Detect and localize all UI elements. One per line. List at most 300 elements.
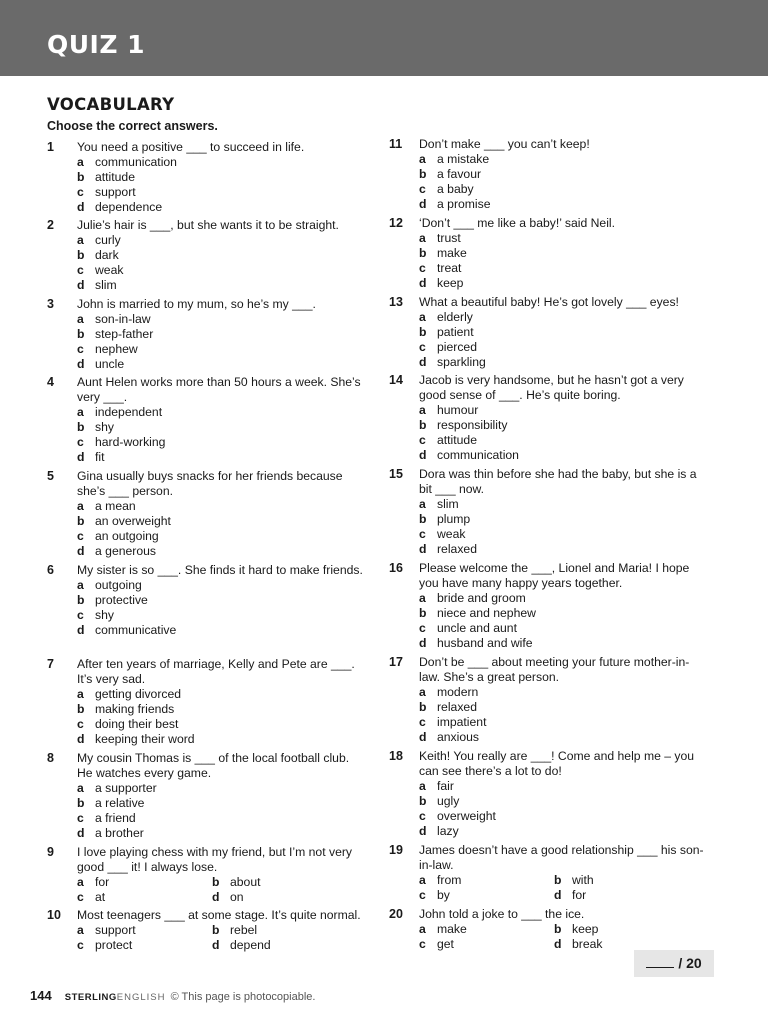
option-letter: b: [419, 606, 427, 620]
question-text: My cousin Thomas is ___ of the local football club. He watches every game.: [77, 751, 350, 780]
question-12: [389, 216, 709, 295]
option-text: getting divorced: [95, 687, 182, 701]
score-blank[interactable]: [646, 955, 674, 968]
answer-option[interactable]: [419, 824, 709, 839]
option-list: [77, 312, 367, 372]
answer-option[interactable]: [77, 155, 367, 170]
option-list: [419, 403, 709, 463]
question-number: 5: [47, 469, 54, 483]
answer-option[interactable]: [212, 875, 347, 890]
option-letter: b: [77, 170, 85, 184]
option-text: depend: [230, 938, 271, 952]
question-text: Aunt Helen works more than 50 hours a week. She’s very ___.: [77, 375, 361, 404]
option-list: [419, 779, 709, 839]
option-text: a baby: [437, 182, 474, 196]
answer-option[interactable]: [554, 888, 689, 903]
option-text: ugly: [437, 794, 460, 808]
quiz-title: QUIZ 1: [47, 30, 146, 59]
answer-option[interactable]: [77, 811, 367, 826]
score-box: [634, 950, 714, 977]
question-1: [47, 140, 367, 218]
option-letter: d: [419, 824, 427, 838]
question-10: [47, 908, 367, 956]
answer-option[interactable]: [77, 357, 367, 372]
answer-option[interactable]: [419, 527, 709, 542]
option-letter: b: [554, 873, 562, 887]
option-letter: a: [419, 497, 426, 511]
option-letter: d: [77, 623, 85, 637]
answer-option[interactable]: [77, 593, 367, 608]
option-text: for: [572, 888, 587, 902]
option-text: keep: [437, 276, 464, 290]
instruction-text: Choose the correct answers.: [47, 119, 218, 133]
question-number: 18: [389, 749, 403, 763]
option-text: sparkling: [437, 355, 486, 369]
option-text: trust: [437, 231, 461, 245]
answer-option[interactable]: [419, 167, 709, 182]
option-text: son-in-law: [95, 312, 151, 326]
question-5: [47, 469, 367, 563]
option-letter: c: [419, 182, 426, 196]
option-letter: b: [419, 700, 427, 714]
question-text: Dora was thin before she had the baby, but she is a bit ___ now.: [419, 467, 697, 496]
question-text: Gina usually buys snacks for her friends because she’s ___ person.: [77, 469, 343, 498]
option-text: at: [95, 890, 106, 904]
question-7: [47, 657, 367, 751]
option-text: about: [230, 875, 261, 889]
answer-option[interactable]: [77, 702, 367, 717]
option-list: [77, 687, 367, 747]
question-number: 1: [47, 140, 54, 154]
answer-option[interactable]: [419, 636, 709, 651]
answer-option[interactable]: [77, 687, 367, 702]
option-text: get: [437, 937, 454, 951]
option-letter: d: [419, 448, 427, 462]
option-letter: d: [419, 355, 427, 369]
question-15: [389, 467, 709, 561]
option-letter: c: [77, 342, 84, 356]
option-text: keep: [572, 922, 599, 936]
question-9: [47, 845, 367, 908]
question-number: 12: [389, 216, 403, 230]
answer-option[interactable]: [77, 623, 367, 638]
option-text: a favour: [437, 167, 482, 181]
question-2: [47, 218, 367, 297]
question-number: 11: [389, 137, 403, 151]
answer-option[interactable]: [419, 182, 709, 197]
option-text: a mean: [95, 499, 136, 513]
question-text: After ten years of marriage, Kelly and Pete are ___. It’s very sad.: [77, 657, 355, 686]
question-text: Jacob is very handsome, but he hasn’t got a very good sense of ___. He’s quite boring.: [419, 373, 684, 402]
option-letter: a: [419, 403, 426, 417]
option-letter: c: [419, 261, 426, 275]
option-text: outgoing: [95, 578, 142, 592]
answer-option[interactable]: [419, 246, 709, 261]
option-text: protect: [95, 938, 133, 952]
answer-option[interactable]: [77, 890, 212, 905]
option-letter: c: [77, 263, 84, 277]
answer-option[interactable]: [77, 514, 367, 529]
answer-option[interactable]: [77, 923, 212, 938]
question-text: My sister is so ___. She finds it hard to make friends.: [77, 563, 363, 577]
option-text: attitude: [95, 170, 135, 184]
answer-option[interactable]: [77, 529, 367, 544]
option-letter: c: [419, 433, 426, 447]
answer-option[interactable]: [77, 278, 367, 293]
option-letter: c: [77, 890, 84, 904]
option-letter: a: [419, 231, 426, 245]
answer-option[interactable]: [77, 263, 367, 278]
question-number: 3: [47, 297, 54, 311]
option-text: keeping their word: [95, 732, 195, 746]
option-list: [419, 591, 709, 651]
option-letter: b: [419, 512, 427, 526]
answer-option[interactable]: [77, 435, 367, 450]
option-letter: d: [77, 732, 85, 746]
answer-option[interactable]: [77, 342, 367, 357]
option-letter: c: [419, 888, 426, 902]
option-text: bride and groom: [437, 591, 526, 605]
answer-option[interactable]: [77, 170, 367, 185]
option-letter: a: [419, 591, 426, 605]
option-text: with: [572, 873, 594, 887]
answer-option[interactable]: [419, 448, 709, 463]
question-number: 16: [389, 561, 403, 575]
answer-option[interactable]: [419, 418, 709, 433]
option-text: patient: [437, 325, 474, 339]
option-text: treat: [437, 261, 462, 275]
option-letter: b: [419, 167, 427, 181]
option-text: for: [95, 875, 110, 889]
option-letter: c: [77, 185, 84, 199]
option-letter: d: [419, 276, 427, 290]
question-number: 8: [47, 751, 54, 765]
option-letter: b: [77, 796, 85, 810]
option-letter: c: [77, 811, 84, 825]
option-text: attitude: [437, 433, 477, 447]
option-letter: a: [77, 781, 84, 795]
option-list: [419, 873, 709, 903]
option-letter: b: [419, 325, 427, 339]
question-text: Don’t make ___ you can’t keep!: [419, 137, 590, 151]
option-list: [77, 233, 367, 293]
question-text: ‘Don’t ___ me like a baby!’ said Neil.: [419, 216, 615, 230]
option-letter: c: [419, 340, 426, 354]
option-text: uncle and aunt: [437, 621, 517, 635]
question-13: [389, 295, 709, 373]
option-letter: a: [77, 578, 84, 592]
answer-option[interactable]: [212, 890, 347, 905]
option-letter: d: [212, 890, 220, 904]
option-letter: b: [77, 420, 85, 434]
answer-option[interactable]: [77, 732, 367, 747]
answer-option[interactable]: [419, 873, 554, 888]
question-text: I love playing chess with my friend, but I’m not very good ___ it! I always lose.: [77, 845, 353, 874]
option-list: [77, 923, 367, 953]
option-text: support: [95, 923, 136, 937]
option-letter: d: [554, 888, 562, 902]
answer-option[interactable]: [419, 542, 709, 557]
option-letter: d: [77, 450, 85, 464]
option-letter: a: [77, 687, 84, 701]
question-8: [47, 751, 367, 845]
footer: [30, 988, 315, 1003]
answer-option[interactable]: [77, 826, 367, 841]
option-letter: b: [77, 514, 85, 528]
answer-option[interactable]: [419, 937, 554, 952]
answer-option[interactable]: [77, 796, 367, 811]
option-letter: b: [77, 248, 85, 262]
answer-option[interactable]: [419, 700, 709, 715]
option-list: [77, 781, 367, 841]
option-text: fit: [95, 450, 105, 464]
option-text: slim: [437, 497, 459, 511]
option-text: anxious: [437, 730, 480, 744]
answer-option[interactable]: [419, 512, 709, 527]
option-letter: a: [419, 922, 426, 936]
option-letter: a: [77, 923, 84, 937]
questions-column-right: [389, 137, 709, 955]
option-letter: a: [419, 152, 426, 166]
answer-option[interactable]: [77, 450, 367, 465]
answer-option[interactable]: [419, 888, 554, 903]
answer-option[interactable]: [419, 152, 709, 167]
option-letter: a: [77, 155, 84, 169]
answer-option[interactable]: [77, 608, 367, 623]
option-list: [419, 231, 709, 291]
option-text: make: [437, 246, 467, 260]
option-list: [419, 922, 709, 952]
option-text: dependence: [95, 200, 163, 214]
answer-option[interactable]: [419, 794, 709, 809]
option-letter: c: [419, 809, 426, 823]
answer-option[interactable]: [419, 197, 709, 212]
option-letter: c: [77, 717, 84, 731]
option-text: by: [437, 888, 450, 902]
answer-option[interactable]: [419, 325, 709, 340]
answer-option[interactable]: [77, 717, 367, 732]
option-letter: c: [419, 621, 426, 635]
option-list: [77, 405, 367, 465]
option-letter: a: [77, 405, 84, 419]
option-text: overweight: [437, 809, 496, 823]
question-number: 4: [47, 375, 54, 389]
question-18: [389, 749, 709, 843]
option-text: lazy: [437, 824, 459, 838]
answer-option[interactable]: [77, 405, 367, 420]
answer-option[interactable]: [77, 544, 367, 559]
answer-option[interactable]: [419, 779, 709, 794]
option-letter: a: [77, 499, 84, 513]
option-letter: b: [77, 702, 85, 716]
option-letter: d: [77, 826, 85, 840]
option-text: an overweight: [95, 514, 171, 528]
option-list: [77, 155, 367, 215]
option-text: hard-working: [95, 435, 166, 449]
option-letter: b: [419, 794, 427, 808]
option-text: uncle: [95, 357, 125, 371]
option-text: humour: [437, 403, 479, 417]
answer-option[interactable]: [77, 875, 212, 890]
answer-option[interactable]: [419, 261, 709, 276]
question-text: You need a positive ___ to succeed in life.: [77, 140, 305, 154]
option-letter: d: [212, 938, 220, 952]
answer-option[interactable]: [77, 420, 367, 435]
answer-option[interactable]: [419, 685, 709, 700]
question-text: James doesn’t have a good relationship ___ his son-in-law.: [419, 843, 704, 872]
option-text: a promise: [437, 197, 491, 211]
option-letter: d: [419, 542, 427, 556]
answer-option[interactable]: [77, 233, 367, 248]
option-text: on: [230, 890, 244, 904]
question-3: [47, 297, 367, 375]
option-text: communication: [437, 448, 519, 462]
option-text: making friends: [95, 702, 175, 716]
option-letter: c: [419, 715, 426, 729]
brand-logo-part2: ENGLISH: [116, 992, 166, 1003]
copyright-note: © This page is photocopiable.: [170, 991, 316, 1003]
option-text: a friend: [95, 811, 136, 825]
answer-option[interactable]: [77, 781, 367, 796]
question-text: Don’t be ___ about meeting your future mother-in-law. She’s a great person.: [419, 655, 690, 684]
question-14: [389, 373, 709, 467]
option-letter: d: [419, 197, 427, 211]
option-letter: c: [419, 527, 426, 541]
option-letter: d: [554, 937, 562, 951]
question-number: 6: [47, 563, 54, 577]
option-letter: a: [419, 873, 426, 887]
question-20: [389, 907, 709, 955]
question-text: Most teenagers ___ at some stage. It’s quite normal.: [77, 908, 361, 922]
option-text: plump: [437, 512, 471, 526]
option-text: slim: [95, 278, 117, 292]
question-17: [389, 655, 709, 749]
question-number: 15: [389, 467, 403, 481]
question-19: [389, 843, 709, 907]
brand-logo-part1: STERLING: [64, 992, 117, 1003]
option-letter: c: [419, 937, 426, 951]
page-number: 144: [30, 988, 52, 1003]
option-letter: b: [77, 327, 85, 341]
answer-option[interactable]: [212, 923, 347, 938]
answer-option[interactable]: [77, 499, 367, 514]
answer-option[interactable]: [419, 433, 709, 448]
option-text: rebel: [230, 923, 258, 937]
answer-option[interactable]: [419, 591, 709, 606]
option-text: elderly: [437, 310, 473, 324]
option-text: relaxed: [437, 542, 477, 556]
question-number: 14: [389, 373, 403, 387]
answer-option[interactable]: [77, 248, 367, 263]
option-text: niece and nephew: [437, 606, 536, 620]
answer-option[interactable]: [77, 312, 367, 327]
answer-option[interactable]: [77, 185, 367, 200]
answer-option[interactable]: [77, 578, 367, 593]
answer-option[interactable]: [419, 497, 709, 512]
option-text: a mistake: [437, 152, 490, 166]
option-letter: d: [77, 278, 85, 292]
option-letter: b: [77, 593, 85, 607]
question-number: 2: [47, 218, 54, 232]
answer-option[interactable]: [419, 730, 709, 745]
option-text: nephew: [95, 342, 138, 356]
option-text: communicative: [95, 623, 177, 637]
section-title: VOCABULARY: [47, 95, 175, 114]
question-number: 13: [389, 295, 403, 309]
option-letter: d: [419, 636, 427, 650]
option-letter: c: [77, 435, 84, 449]
option-text: curly: [95, 233, 121, 247]
answer-option[interactable]: [419, 403, 709, 418]
answer-option[interactable]: [419, 809, 709, 824]
answer-option[interactable]: [77, 327, 367, 342]
option-text: shy: [95, 608, 114, 622]
answer-option[interactable]: [554, 873, 689, 888]
answer-option[interactable]: [419, 276, 709, 291]
option-text: independent: [95, 405, 163, 419]
answer-option[interactable]: [554, 922, 689, 937]
question-number: 7: [47, 657, 54, 671]
option-text: step-father: [95, 327, 154, 341]
answer-option[interactable]: [77, 200, 367, 215]
answer-option[interactable]: [419, 310, 709, 325]
option-letter: a: [77, 233, 84, 247]
answer-option[interactable]: [419, 715, 709, 730]
question-6: [47, 563, 367, 657]
option-letter: a: [419, 779, 426, 793]
answer-option[interactable]: [77, 938, 212, 953]
question-number: 20: [389, 907, 403, 921]
option-list: [419, 152, 709, 212]
option-letter: a: [419, 685, 426, 699]
option-text: protective: [95, 593, 148, 607]
question-11: [389, 137, 709, 216]
option-letter: d: [77, 357, 85, 371]
option-letter: a: [419, 310, 426, 324]
option-letter: a: [77, 312, 84, 326]
option-text: doing their best: [95, 717, 179, 731]
question-number: 17: [389, 655, 403, 669]
option-letter: b: [212, 923, 220, 937]
answer-option[interactable]: [419, 922, 554, 937]
question-number: 10: [47, 908, 61, 922]
answer-option[interactable]: [419, 355, 709, 370]
answer-option[interactable]: [419, 621, 709, 636]
option-text: a relative: [95, 796, 145, 810]
answer-option[interactable]: [212, 938, 347, 953]
option-text: fair: [437, 779, 454, 793]
answer-option[interactable]: [419, 340, 709, 355]
answer-option[interactable]: [419, 606, 709, 621]
question-text: John is married to my mum, so he’s my ___.: [77, 297, 316, 311]
option-text: weak: [95, 263, 124, 277]
question-number: 19: [389, 843, 403, 857]
answer-option[interactable]: [419, 231, 709, 246]
question-number: 9: [47, 845, 54, 859]
option-text: modern: [437, 685, 479, 699]
option-text: a generous: [95, 544, 156, 558]
option-letter: a: [77, 875, 84, 889]
option-text: weak: [437, 527, 466, 541]
option-letter: b: [419, 246, 427, 260]
option-list: [419, 310, 709, 370]
option-text: pierced: [437, 340, 477, 354]
option-text: break: [572, 937, 603, 951]
option-text: relaxed: [437, 700, 477, 714]
option-text: make: [437, 922, 467, 936]
option-letter: b: [554, 922, 562, 936]
questions-column-left: [47, 140, 367, 956]
